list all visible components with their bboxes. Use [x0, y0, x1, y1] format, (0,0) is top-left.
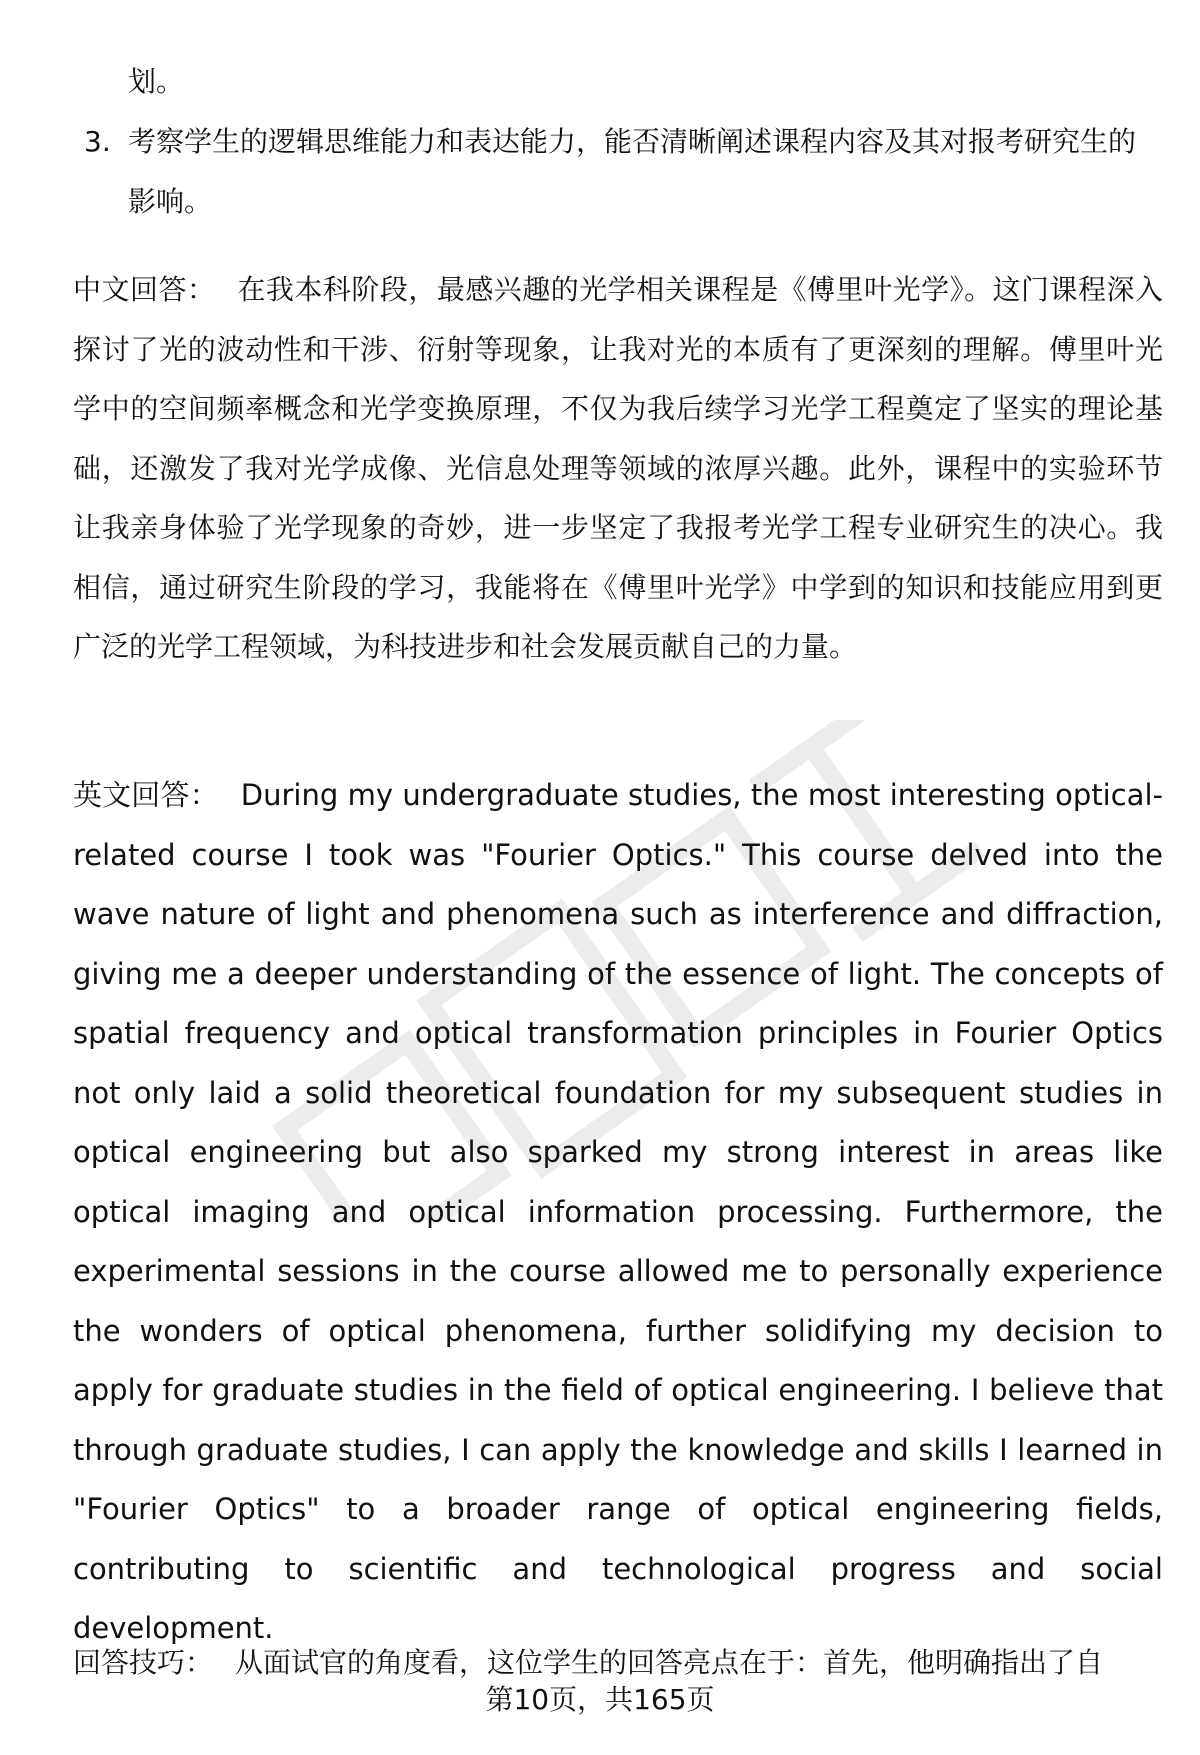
english-answer-label: 英文回答： — [73, 778, 219, 812]
list-item-number: 3. — [84, 125, 111, 158]
english-answer-paragraph — [73, 766, 1163, 1659]
english-answer-text: During my undergraduate studies, the most interesting optical-related course I took was "Fourier Optics." This course delved into the wave nature of light and phenomena such as interference and diffraction, giving me a deeper understanding of the essence of light. The concepts of spatial frequency and optical transformation principles in Fourier Optics not only laid a solid theoretical foundation for my subsequent studies in optical engineering but also sparked my strong interest in areas like optical imaging and optical information processing. Furthermore, the experimental sessions in the course allowed me to personally experience the wonders of optical phenomena, further solidifying my decision to apply for graduate studies in the field of optical engineering. I believe that through graduate studies, I can apply the knowledge and skills I learned in "Fourier Optics" to a broader range of optical engineering fields, contributing to scientific and technological progress and social development. — [73, 778, 1163, 1645]
chinese-answer-text: 在我本科阶段，最感兴趣的光学相关课程是《傅里叶光学》。这门课程深入探讨了光的波动性和干涉、衍射等现象，让我对光的本质有了更深刻的理解。傅里叶光学中的空间频率概念和光学变换原理，不仅为我后续学习光学工程奠定了坚实的理论基础，还激发了我对光学成像、光信息处理等领域的浓厚兴趣。此外，课程中的实验环节让我亲身体验了光学现象的奇妙，进一步坚定了我报考光学工程专业研究生的决心。我相信，通过研究生阶段的学习，我能将在《傅里叶光学》中学到的知识和技能应用到更广泛的光学工程领域，为科技进步和社会发展贡献自己的力量。 — [73, 273, 1163, 663]
chinese-answer-label: 中文回答： — [73, 273, 216, 306]
list-item-text: 考察学生的逻辑思维能力和表达能力，能否清晰阐述课程内容及其对报考研究生的影响。 — [128, 125, 1137, 218]
list-item-3 — [84, 112, 1144, 232]
answer-tip-text: 从面试官的角度看，这位学生的回答亮点在于：首先，他明确指出了自 — [235, 1646, 1104, 1679]
list-item-continuation: 划。 — [128, 65, 185, 98]
chinese-answer-paragraph — [73, 260, 1163, 677]
answer-tip-label: 回答技巧： — [73, 1646, 214, 1679]
page-number-footer: 第10页，共165页 — [485, 1683, 715, 1716]
